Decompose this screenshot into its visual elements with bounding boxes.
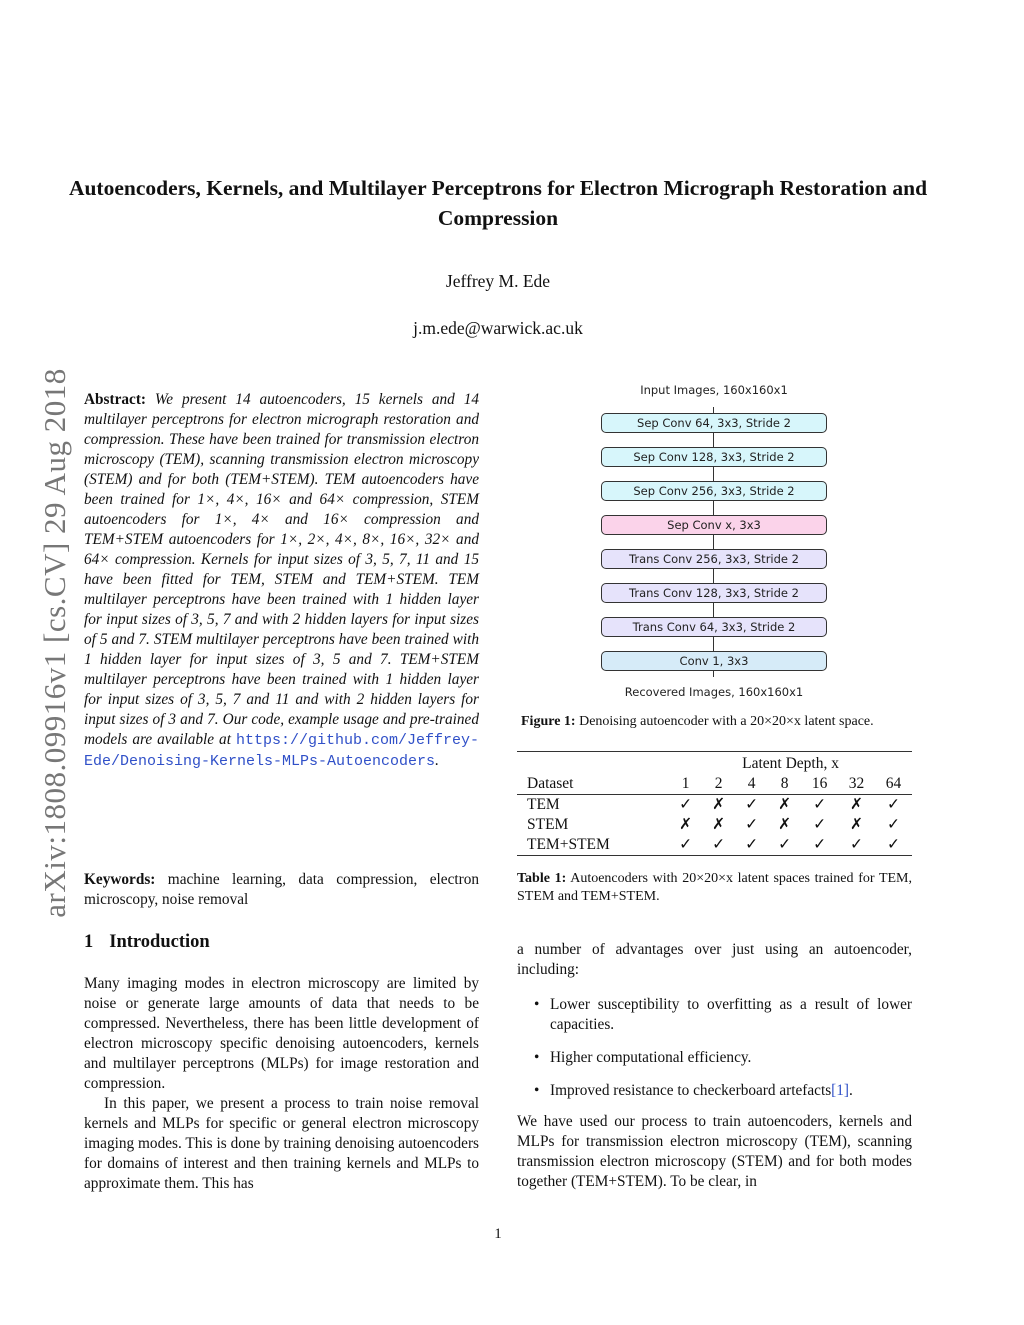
table-cell: ✓ (745, 796, 759, 813)
table-row (517, 815, 912, 835)
row-label: TEM (527, 796, 560, 813)
right-paragraph-2: We have used our process to train autoencoders, kernels and MLPs for transmission electron microscopy (TEM), scanning transmission electron microscopy (STEM) and for both modes together (TEM+STEM). To be clear, in (517, 1113, 912, 1190)
layer-box: Sep Conv x, 3x3 (601, 515, 827, 535)
row-label: STEM (527, 816, 569, 833)
arxiv-stamp: arXiv:1808.09916v1 [cs.CV] 29 Aug 2018 (37, 368, 72, 918)
keywords-label: Keywords: (84, 871, 156, 888)
section-heading (84, 932, 479, 953)
paper-title: Autoencoders, Kernels, and Multilayer Perceptrons for Electron Micrograph Restoration and Compression (68, 176, 928, 230)
layer-box: Trans Conv 64, 3x3, Stride 2 (601, 617, 827, 637)
output-label: Recovered Images, 160x160x1 (624, 685, 804, 699)
layer-box: Conv 1, 3x3 (601, 651, 827, 671)
column-header: 1 (681, 775, 690, 792)
figure-autoencoder (595, 383, 833, 699)
intro-body (84, 974, 479, 1194)
layer-box: Trans Conv 256, 3x3, Stride 2 (601, 549, 827, 569)
table-caption-label: Table 1: (517, 871, 567, 886)
table-cell: ✓ (887, 836, 900, 853)
row-label: TEM+STEM (527, 836, 610, 853)
column-header: 64 (885, 775, 902, 792)
abstract-end: . (435, 752, 439, 769)
list-item (517, 1081, 912, 1101)
column-header: Dataset (527, 775, 574, 792)
table-row (517, 835, 912, 856)
layer-box: Trans Conv 128, 3x3, Stride 2 (601, 583, 827, 603)
code-link[interactable]: https://github.com/Jeffrey-Ede/Denoising-Kernels-MLPs-Autoencoders (84, 732, 480, 770)
advantages-list (517, 995, 912, 1101)
table-cell: ✓ (712, 836, 726, 853)
table-caption (517, 870, 912, 906)
figure-caption-label: Figure 1: (521, 714, 576, 729)
abstract (84, 390, 479, 772)
table-cell: ✓ (745, 836, 759, 853)
right-paragraph-1: a number of advantages over just using an autoencoder, including: (517, 941, 912, 978)
abstract-label: Abstract: (84, 391, 147, 408)
table-cell: ✓ (679, 836, 693, 853)
column-header: 4 (747, 775, 756, 792)
list-item-text: Improved resistance to checkerboard artefacts (550, 1082, 832, 1099)
table-cell: ✗ (712, 796, 726, 813)
column-header: 16 (811, 775, 828, 792)
table-cell: ✓ (745, 816, 759, 833)
figure-caption-text: Denoising autoencoder with a 20×20×x latent space. (579, 714, 874, 729)
list-item: • Higher computational efficiency. (517, 1048, 912, 1068)
layer-box: Sep Conv 128, 3x3, Stride 2 (601, 447, 827, 467)
keywords-text: machine learning, data compression, electron microscopy, noise removal (84, 871, 480, 908)
table-cell: ✓ (887, 816, 900, 833)
table-cell: ✗ (679, 816, 693, 833)
table-cell: ✗ (850, 816, 864, 833)
table-cell: ✓ (850, 836, 864, 853)
keywords (84, 870, 479, 910)
input-label: Input Images, 160x160x1 (640, 383, 788, 397)
list-item: • Lower susceptibility to overfitting as a result of lower capacities. (517, 995, 912, 1035)
table-cell: ✗ (712, 816, 726, 833)
table-corner (517, 752, 669, 775)
table-cell: ✓ (813, 836, 827, 853)
table-cell: ✓ (887, 796, 900, 813)
abstract-text: We present 14 autoencoders, 15 kernels and 14 multilayer perceptrons for electron micrograph restoration and compression. These have been trained for transmission electron microscopy (TEM), scanning transmission electron microscopy (STEM) and for both (TEM+STEM). TEM autoencoders have been trained for 1×, 4×, 16× and 64× compression, STEM autoencoders for 1×, 4× and 16× compression and TEM+STEM autoencoders for 1×, 2×, 4×, 8×, 16×, 32× and 64× compression. Kernels for input sizes of 3, 5, 7, 11 and 15 have been fitted for TEM, STEM and TEM+STEM. TEM multilayer perceptrons have been trained with 1 hidden layer for input sizes of 3, 5, 7 and with 2 hidden layers for input sizes of 5 and 7. STEM multilayer perceptrons have been trained with 1 hidden layer for input sizes of 3, 5 and 7. TEM+STEM multilayer perceptrons have been trained with 1 hidden layer for input sizes of 3, 5, 7 and 11 and with 2 hidden layers for input sizes of 3 and 7. Our code, example usage and pre-trained models are available at (84, 391, 479, 748)
author-name: Jeffrey M. Ede (445, 271, 551, 291)
list-item-end: . (849, 1082, 853, 1099)
figure-caption (521, 713, 916, 731)
page-number: 1 (494, 1226, 502, 1242)
table-caption-text: Autoencoders with 20×20×x latent spaces trained for TEM, STEM and TEM+STEM. (517, 871, 913, 904)
table-latent-depth (517, 751, 912, 856)
intro-paragraph-2: In this paper, we present a process to train noise removal kernels and MLPs for specific or general electron microscopy imaging modes. This is done by training denoising autoencoders for domains of interest and then training kernels and MLPs to approximate them. This has (84, 1095, 479, 1192)
layer-box: Sep Conv 64, 3x3, Stride 2 (601, 413, 827, 433)
intro-paragraph-1: Many imaging modes in electron microscopy are limited by noise or generate large amounts of data that needs to be compressed. Nevertheless, there has been little development of electron microscopy specific denoising autoencoders, kernels and multilayer perceptrons (MLPs) for image restoration and compression. (84, 975, 479, 1092)
table-cell: ✓ (813, 816, 827, 833)
author-email: j.m.ede@warwick.ac.uk (413, 318, 583, 338)
right-body (517, 940, 912, 1192)
section-title: Introduction (109, 932, 210, 952)
column-header: 2 (714, 775, 723, 792)
table-cell: ✗ (850, 796, 864, 813)
table-cell: ✓ (813, 796, 827, 813)
table-cell: ✗ (778, 816, 792, 833)
column-header: 32 (848, 775, 865, 792)
column-header: 8 (780, 775, 789, 792)
citation-link[interactable]: [1] (831, 1082, 849, 1099)
table-cell: ✗ (778, 796, 792, 813)
section-number: 1 (84, 932, 94, 952)
table-cell: ✓ (778, 836, 792, 853)
table-group-header: Latent Depth, x (742, 755, 839, 772)
table-row (517, 795, 912, 816)
table-cell: ✓ (679, 796, 693, 813)
layer-box: Sep Conv 256, 3x3, Stride 2 (601, 481, 827, 501)
